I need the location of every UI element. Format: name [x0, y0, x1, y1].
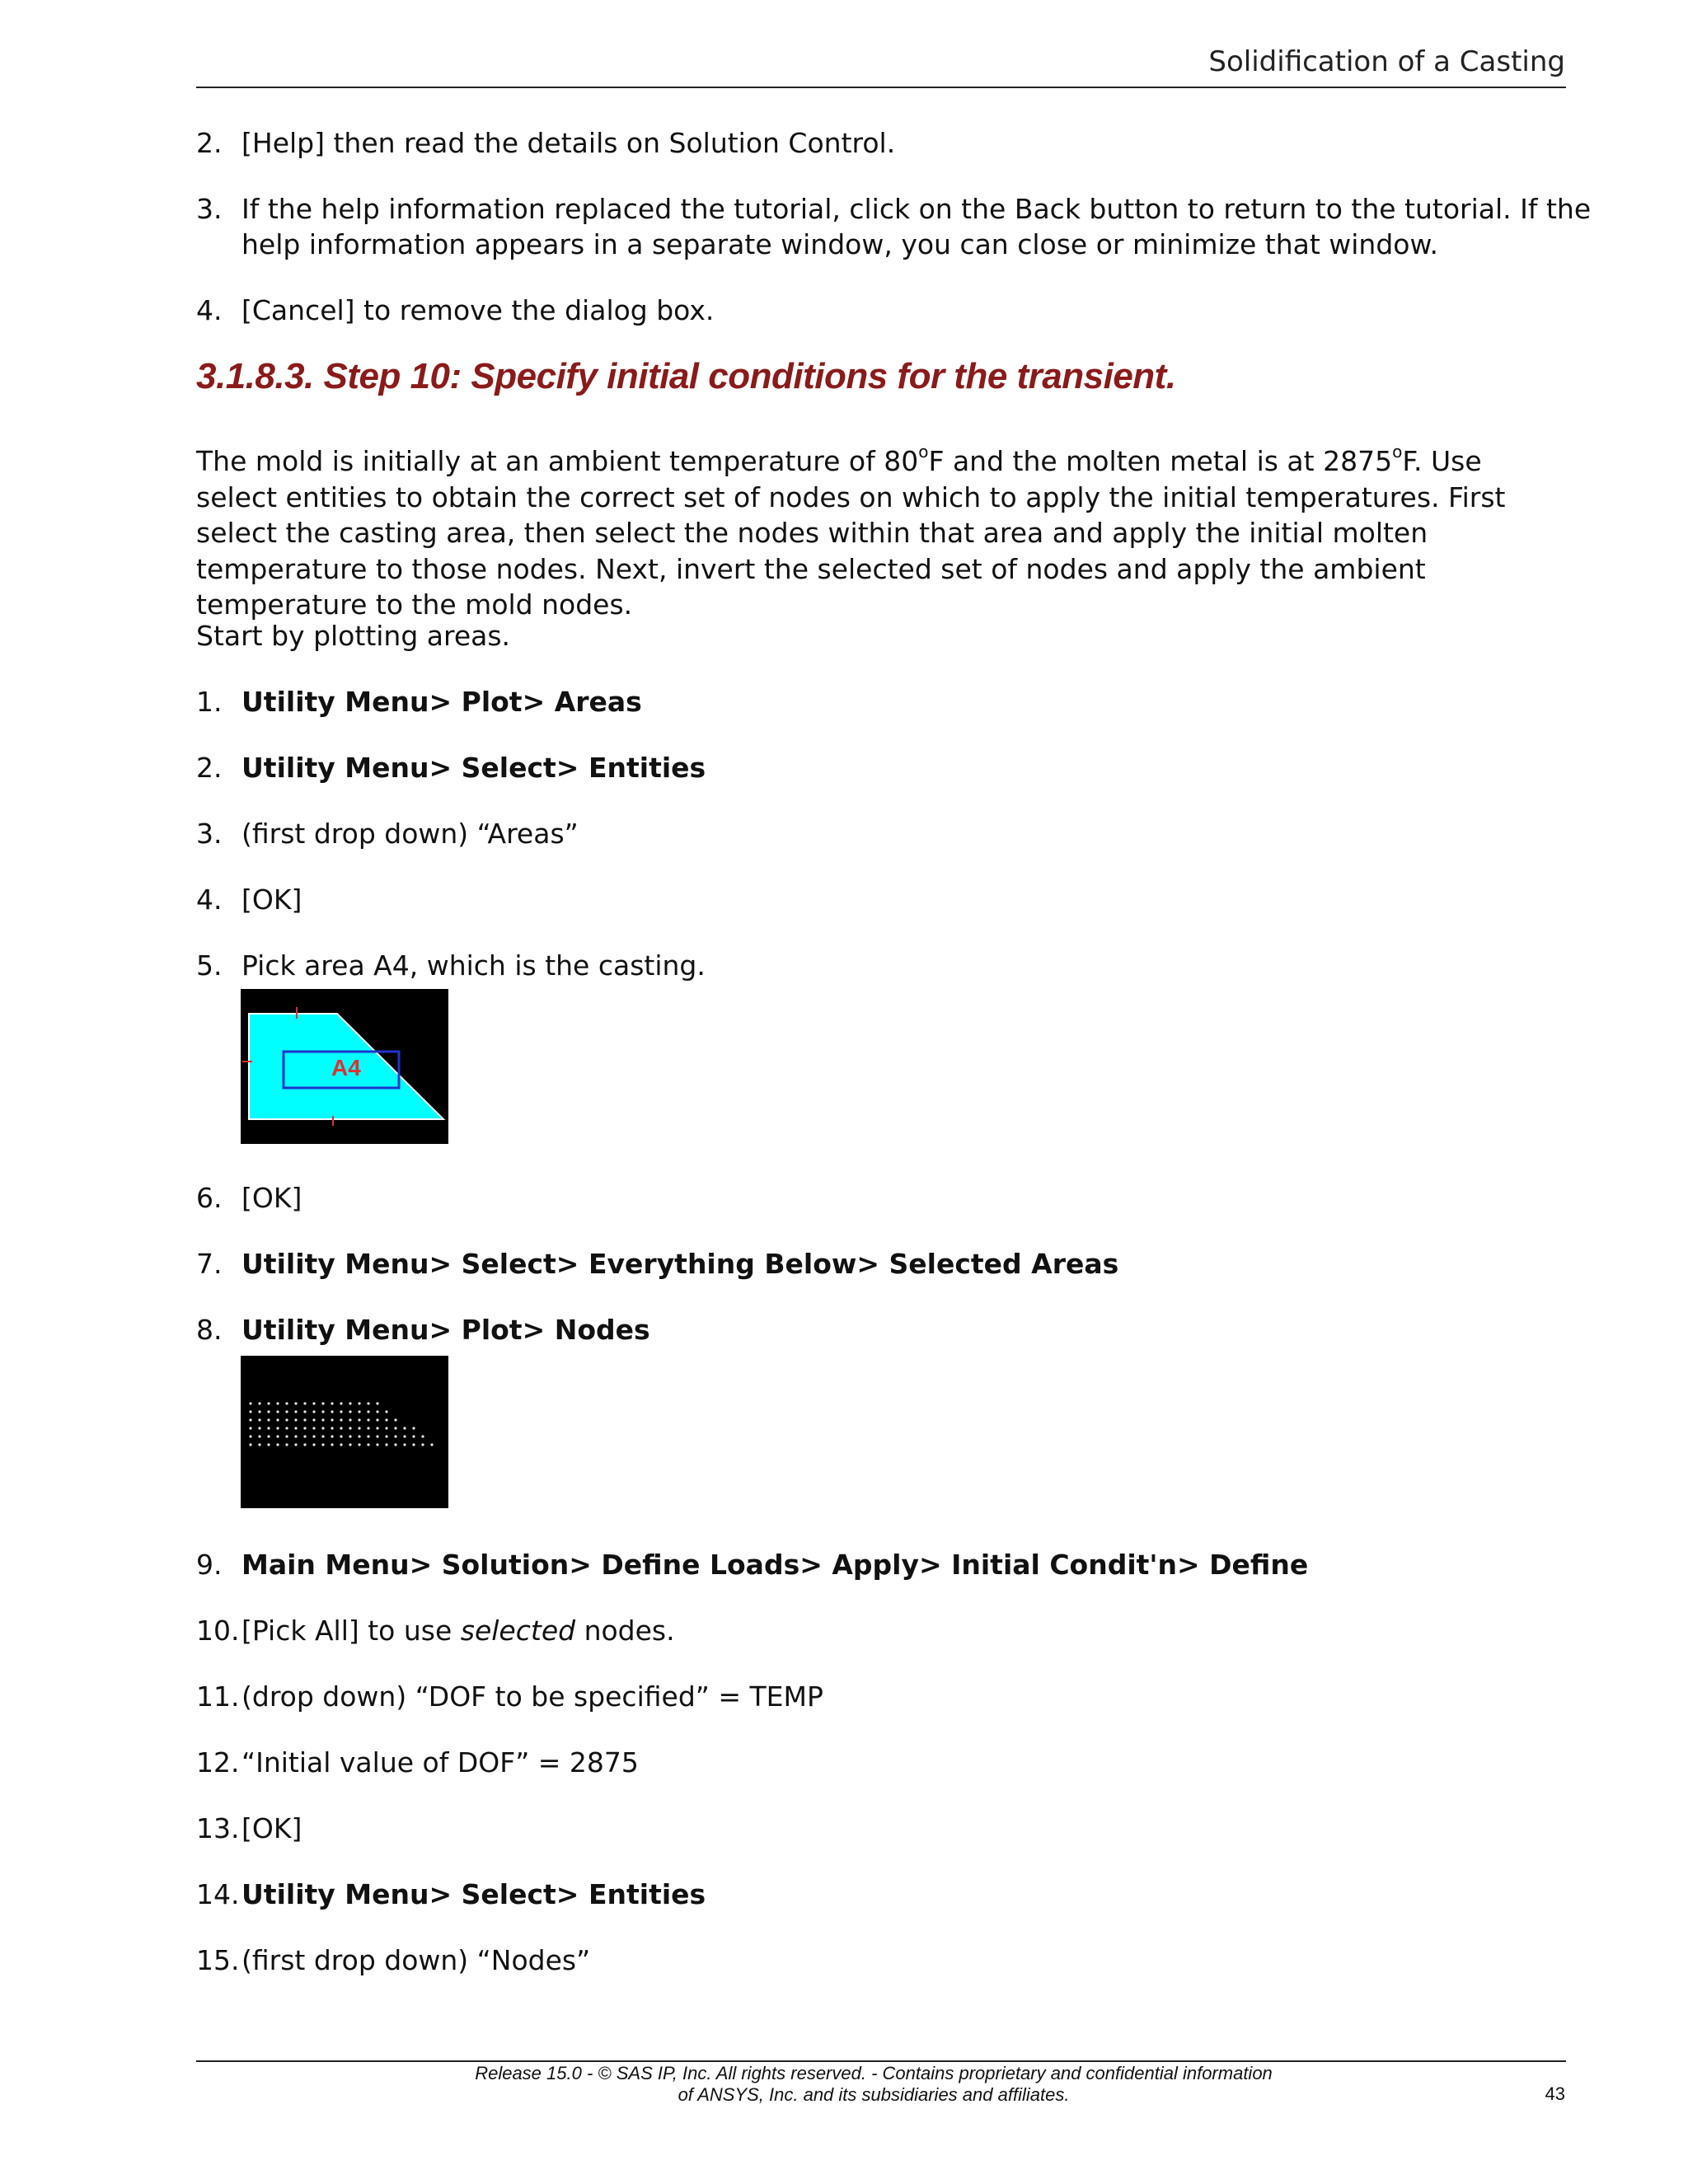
node-point: [267, 1402, 270, 1404]
list-item: [196, 1877, 706, 1913]
node-point: [376, 1435, 378, 1437]
node-point: [285, 1418, 288, 1421]
item-text: Utility Menu> Plot> Areas: [241, 686, 642, 718]
node-point: [294, 1427, 297, 1429]
node-point: [294, 1402, 297, 1404]
degree-mark: o: [1392, 442, 1403, 462]
node-point: [358, 1402, 360, 1404]
item-text: [OK]: [241, 883, 302, 916]
list-item: [196, 1811, 302, 1847]
node-point: [385, 1418, 387, 1421]
node-point: [367, 1443, 369, 1446]
node-point: [312, 1443, 315, 1446]
node-plot-figure: [241, 1356, 448, 1508]
node-point: [249, 1435, 251, 1437]
list-item: [196, 1613, 675, 1649]
list-item: [196, 1679, 823, 1715]
node-point: [358, 1427, 360, 1429]
list-item: [196, 1745, 639, 1781]
node-point: [412, 1443, 415, 1446]
item-number: 12.: [196, 1746, 240, 1779]
item-text: Pick area A4, which is the casting.: [241, 949, 706, 982]
node-point: [385, 1443, 387, 1446]
item-text-emphasis: selected: [460, 1615, 576, 1647]
item-text-a: [Pick All] to use: [241, 1615, 461, 1647]
node-point: [349, 1418, 351, 1421]
node-point: [367, 1410, 369, 1413]
node-point: [321, 1410, 324, 1413]
node-point: [249, 1427, 251, 1429]
node-point: [276, 1402, 279, 1404]
node-point: [258, 1402, 260, 1404]
node-point: [367, 1402, 369, 1404]
node-point: [331, 1410, 333, 1413]
node-point: [249, 1418, 251, 1421]
node-point: [321, 1443, 324, 1446]
node-point: [321, 1402, 324, 1404]
intro-paragraph: [196, 443, 1548, 623]
node-point: [394, 1427, 396, 1429]
node-point: [421, 1435, 424, 1437]
node-point: [276, 1410, 279, 1413]
node-point: [367, 1427, 369, 1429]
node-point: [276, 1443, 279, 1446]
node-point: [376, 1418, 378, 1421]
node-point: [376, 1443, 378, 1446]
node-point: [349, 1410, 351, 1413]
node-point: [321, 1427, 324, 1429]
node-point: [294, 1443, 297, 1446]
item-number: 1.: [196, 686, 223, 718]
list-item: [196, 750, 706, 786]
node-point: [394, 1435, 396, 1437]
item-text: Utility Menu> Select> Entities: [241, 752, 706, 784]
footer-rule: [196, 2060, 1566, 2062]
node-point: [267, 1435, 270, 1437]
node-point: [285, 1402, 288, 1404]
item-number: 7.: [196, 1248, 223, 1280]
list-item: [196, 1547, 1308, 1583]
node-point: [267, 1443, 270, 1446]
node-point: [312, 1418, 315, 1421]
node-point: [258, 1410, 260, 1413]
node-point: [258, 1418, 260, 1421]
node-point: [303, 1443, 306, 1446]
node-point: [294, 1418, 297, 1421]
node-point: [303, 1427, 306, 1429]
area-label: A4: [331, 1055, 361, 1080]
node-point: [249, 1402, 251, 1404]
item-number: 13.: [196, 1812, 240, 1844]
node-point: [367, 1435, 369, 1437]
intro-text-c: F. Use select entities to obtain the correct set of nodes on which to apply the initial temperatures. First select the casting area, then select the nodes within that area and apply the initial molten temperature to those nodes. Next, invert the selected set of nodes and apply the ambient temperature to the mold nodes.: [196, 445, 1506, 621]
item-number: 2.: [196, 127, 223, 159]
item-text: Utility Menu> Select> Everything Below> Selected Areas: [241, 1248, 1119, 1280]
list-item: [196, 816, 579, 852]
node-point: [258, 1443, 260, 1446]
item-text: If the help information replaced the tutorial, click on the Back button to return to the tutorial. If the help information appears in a separate window, you can close or minimize that window.: [241, 193, 1592, 260]
node-point: [303, 1418, 306, 1421]
item-text: (drop down) “DOF to be specified” = TEMP: [241, 1680, 823, 1713]
node-point: [349, 1402, 351, 1404]
footer-line-2: of ANSYS, Inc. and its subsidiaries and affiliates.: [678, 2084, 1070, 2105]
node-point: [312, 1402, 315, 1404]
footer-line-1: Release 15.0 - © SAS IP, Inc. All rights reserved. - Contains proprietary and confidential information: [475, 2063, 1273, 2083]
node-point: [385, 1435, 387, 1437]
page-number: 43: [1545, 2083, 1565, 2104]
node-point: [285, 1443, 288, 1446]
item-text: Utility Menu> Plot> Nodes: [241, 1314, 650, 1346]
item-text: “Initial value of DOF” = 2875: [241, 1746, 639, 1779]
node-point: [340, 1418, 342, 1421]
node-point: [394, 1418, 396, 1421]
intro-text-a: The mold is initially at an ambient temperature of 80: [196, 445, 919, 477]
node-point: [294, 1435, 297, 1437]
node-point: [321, 1418, 324, 1421]
list-item: [196, 125, 895, 162]
node-point: [358, 1435, 360, 1437]
running-title: Solidification of a Casting: [1208, 45, 1565, 78]
node-point: [331, 1435, 333, 1437]
item-text: [Cancel] to remove the dialog box.: [241, 294, 715, 326]
node-point: [430, 1443, 433, 1446]
node-point: [358, 1418, 360, 1421]
item-number: 9.: [196, 1549, 223, 1581]
item-text: [OK]: [241, 1812, 302, 1844]
node-point: [285, 1427, 288, 1429]
node-point: [358, 1410, 360, 1413]
node-point: [276, 1435, 279, 1437]
item-number: 4.: [196, 883, 223, 916]
intro-text-b: F and the molten metal is at 2875: [928, 445, 1393, 477]
list-item: [196, 948, 706, 984]
node-point: [285, 1410, 288, 1413]
node-point: [312, 1410, 315, 1413]
footer-notice: [462, 2063, 1286, 2106]
node-point: [303, 1435, 306, 1437]
node-point: [349, 1435, 351, 1437]
item-number: 8.: [196, 1314, 223, 1346]
item-text: (first drop down) “Nodes”: [241, 1944, 591, 1976]
node-point: [394, 1443, 396, 1446]
node-point: [376, 1410, 378, 1413]
node-point: [340, 1427, 342, 1429]
node-plot: [241, 1356, 448, 1508]
node-point: [331, 1427, 333, 1429]
node-point: [403, 1443, 406, 1446]
node-point: [312, 1427, 315, 1429]
node-point: [294, 1410, 297, 1413]
node-point: [385, 1427, 387, 1429]
header-rule: [196, 87, 1566, 88]
node-point: [412, 1435, 415, 1437]
node-point: [321, 1435, 324, 1437]
node-point: [276, 1418, 279, 1421]
node-point: [412, 1427, 415, 1429]
item-text-b: nodes.: [575, 1615, 675, 1647]
item-text: Utility Menu> Select> Entities: [241, 1878, 706, 1910]
item-number: 14.: [196, 1878, 240, 1910]
node-point: [303, 1410, 306, 1413]
item-number: 3.: [196, 818, 223, 850]
list-item: [196, 882, 302, 918]
node-point: [340, 1435, 342, 1437]
list-item: [196, 191, 1597, 262]
node-point: [249, 1410, 251, 1413]
list-item: [196, 293, 714, 329]
node-point: [403, 1435, 406, 1437]
list-item: [196, 1312, 650, 1348]
node-point: [331, 1402, 333, 1404]
node-point: [258, 1435, 260, 1437]
node-point: [258, 1427, 260, 1429]
item-text: [Help] then read the details on Solution Control.: [241, 127, 896, 159]
node-point: [331, 1443, 333, 1446]
node-point: [421, 1443, 424, 1446]
node-point: [303, 1402, 306, 1404]
node-point: [267, 1418, 270, 1421]
node-point: [385, 1410, 387, 1413]
item-number: 6.: [196, 1182, 223, 1214]
node-point: [249, 1443, 251, 1446]
area-plot-figure: [241, 989, 448, 1144]
node-point: [403, 1427, 406, 1429]
degree-mark: o: [918, 442, 929, 462]
list-item: [196, 1246, 1118, 1282]
node-point: [285, 1435, 288, 1437]
item-number: 15.: [196, 1944, 240, 1976]
node-point: [376, 1402, 378, 1404]
node-point: [331, 1418, 333, 1421]
list-item: [196, 1180, 302, 1216]
node-point: [376, 1427, 378, 1429]
node-point: [349, 1443, 351, 1446]
node-point: [312, 1435, 315, 1437]
node-point: [267, 1427, 270, 1429]
list-item: [196, 684, 642, 720]
node-point: [367, 1418, 369, 1421]
item-number: 10.: [196, 1615, 240, 1647]
node-point: [267, 1410, 270, 1413]
item-number: 5.: [196, 949, 223, 982]
node-point: [349, 1427, 351, 1429]
intro-paragraph-2: Start by plotting areas.: [196, 620, 511, 652]
item-number: 2.: [196, 752, 223, 784]
item-text: (first drop down) “Areas”: [241, 818, 579, 850]
item-text: Main Menu> Solution> Define Loads> Apply> Initial Condit'n> Define: [241, 1549, 1309, 1581]
node-point: [276, 1427, 279, 1429]
list-item: [196, 1943, 590, 1979]
item-number: 4.: [196, 294, 223, 326]
node-point: [340, 1410, 342, 1413]
node-point: [358, 1443, 360, 1446]
item-number: 3.: [196, 193, 223, 225]
item-number: 11.: [196, 1680, 240, 1713]
section-heading: 3.1.8.3. Step 10: Specify initial conditions for the transient.: [196, 356, 1176, 396]
node-point: [340, 1443, 342, 1446]
node-point: [340, 1402, 342, 1404]
item-text: [OK]: [241, 1182, 302, 1214]
